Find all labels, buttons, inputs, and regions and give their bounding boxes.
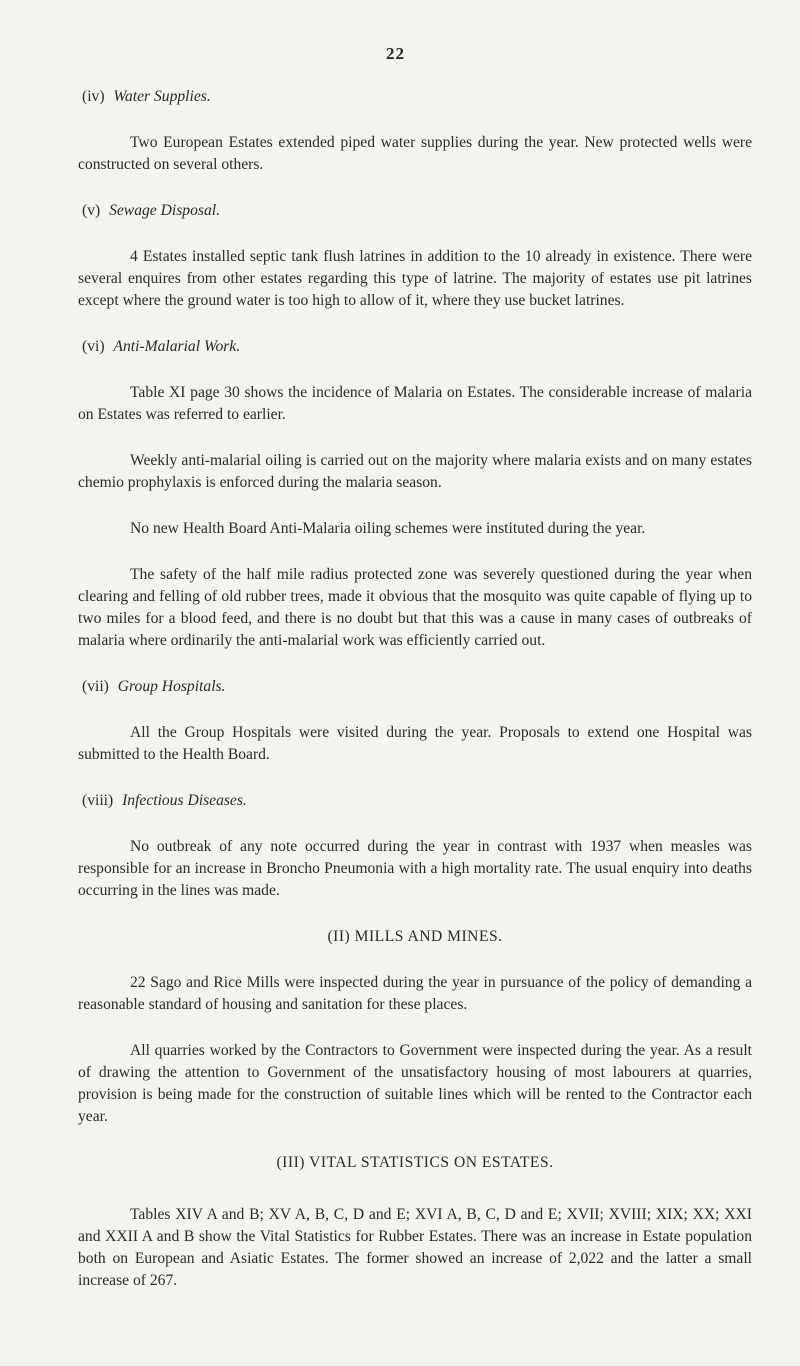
section-heading-infectious-diseases	[82, 790, 752, 812]
section-number: (vii)	[82, 678, 109, 695]
paragraph: Tables XIV A and B; XV A, B, C, D and E; XVI A, B, C, D and E; XVII; XVIII; XIX; XX; XXI and XXII A and B show the Vital Statistics for Rubber Estates. There was an increase in Estate population both on European and Asiatic Estates. The former showed an increase of 2,022 and the latter a small increase of 267.	[78, 1206, 752, 1289]
paragraph: No outbreak of any note occurred during the year in contrast with 1937 when measles was responsible for an increase in Broncho Pneumonia with a high mortality rate. The usual enquiry into deaths occurring in the lines was made.	[78, 838, 752, 899]
section-number: (v)	[82, 202, 101, 219]
paragraph: All the Group Hospitals were visited during the year. Proposals to extend one Hospital was submitted to the Health Board.	[78, 724, 752, 763]
section-title: Water Supplies.	[113, 88, 211, 105]
section-title: Infectious Diseases.	[122, 792, 247, 809]
paragraph: All quarries worked by the Contractors to Government were inspected during the year. As a result of drawing the attention to Government of the unsatisfactory housing of most labourers at quarries, provision is being made for the construction of suitable lines which will be rented to the Contractor each year.	[78, 1042, 752, 1125]
section-number: (viii)	[82, 792, 114, 809]
paragraph: 4 Estates installed septic tank flush latrines in addition to the 10 already in existence. There were several enquires from other estates regarding this type of latrine. The majority of estates use pit latrines except where the ground water is too high to allow of it, where they use bucket latrines.	[78, 248, 752, 309]
paragraph: Table XI page 30 shows the incidence of Malaria on Estates. The considerable increase of malaria on Estates was referred to earlier.	[78, 384, 752, 423]
paragraph: Two European Estates extended piped water supplies during the year. New protected wells were constructed on several others.	[78, 134, 752, 173]
section-title: Group Hospitals.	[117, 678, 226, 695]
paragraph: No new Health Board Anti-Malaria oiling schemes were instituted during the year.	[130, 520, 646, 537]
paragraph: Weekly anti-malarial oiling is carried out on the majority where malaria exists and on many estates chemio prophylaxis is enforced during the malaria season.	[78, 452, 752, 491]
paragraph: The safety of the half mile radius protected zone was severely questioned during the year when clearing and felling of old rubber trees, made it obvious that the mosquito was quite capable of flying up to two miles for a blood feed, and there is no doubt but that this was a cause in many cases of outbreaks of malaria where ordinarily the anti-malarial work was efficiently carried out.	[78, 566, 752, 649]
document-body	[78, 86, 752, 1316]
section-heading-mills-and-mines: (II) MILLS AND MINES.	[327, 928, 503, 945]
paragraph: 22 Sago and Rice Mills were inspected during the year in pursuance of the policy of demanding a reasonable standard of housing and sanitation for these places.	[78, 974, 752, 1013]
section-number: (vi)	[82, 338, 105, 355]
section-title: Sewage Disposal.	[109, 202, 220, 219]
page-number: 22	[386, 44, 405, 63]
section-heading-vital-statistics: (III) VITAL STATISTICS ON ESTATES.	[276, 1154, 554, 1171]
section-heading-water-supplies	[82, 86, 752, 108]
section-heading-anti-malarial-work	[82, 336, 752, 358]
section-heading-group-hospitals	[82, 676, 752, 698]
section-title: Anti-Malarial Work.	[113, 338, 241, 355]
section-heading-sewage-disposal	[82, 200, 752, 222]
section-number: (iv)	[82, 88, 105, 105]
